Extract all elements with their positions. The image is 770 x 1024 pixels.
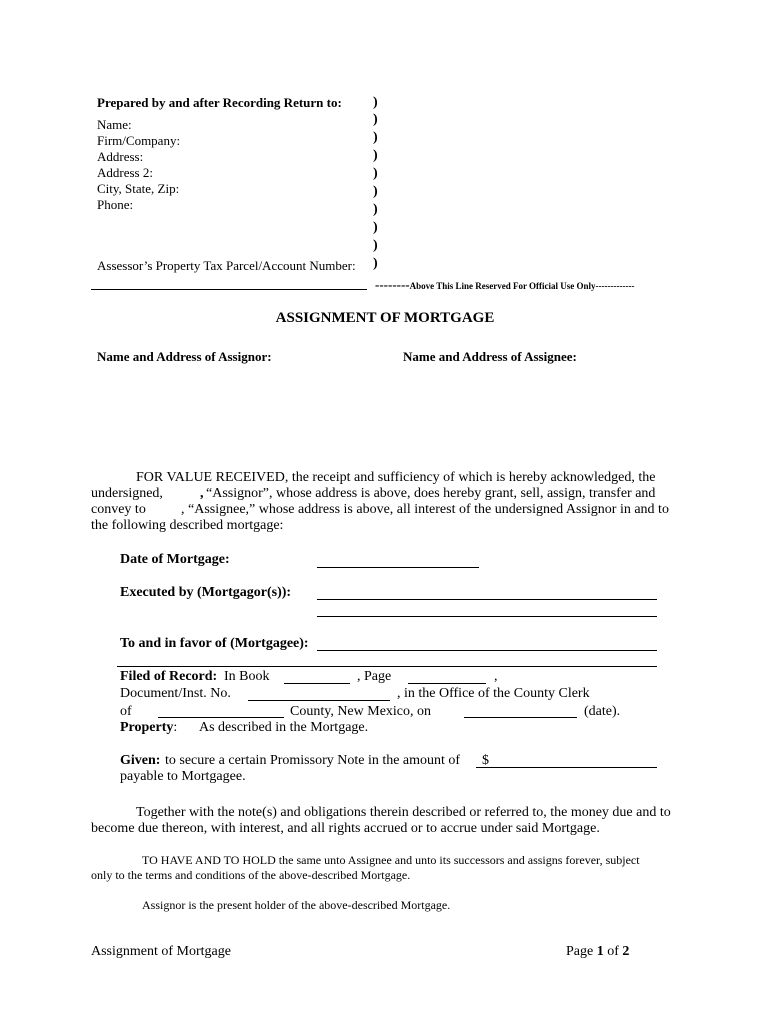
consideration-line-3b: , “Assignee,” whose address is above, all interest of the undersigned Assignor in and to — [181, 502, 669, 517]
document-inst-label: Document/Inst. No. — [120, 686, 231, 701]
county-new-mexico-text: County, New Mexico, on — [290, 704, 432, 719]
paren-mark: ) — [373, 95, 378, 110]
prepared-by-label: Prepared by and after Recording Return to: — [97, 95, 342, 110]
mortgagee-field[interactable] — [317, 650, 657, 651]
property-label: Property — [120, 720, 174, 735]
phone-field-label: Phone: — [97, 197, 134, 212]
habendum-line-2: only to the terms and conditions of the above-described Mortgage. — [91, 868, 411, 882]
consideration-line-2b: “Assignor”, whose address is above, does hereby grant, sell, assign, transfer and — [206, 486, 656, 501]
given-label: Given: — [120, 753, 161, 768]
reserved-line-note — [375, 276, 635, 294]
page-label: , Page — [357, 669, 392, 684]
habendum-line-1: TO HAVE AND TO HOLD the same unto Assignee and unto its successors and assigns forever, subject — [142, 853, 640, 867]
mortgagor-field-2[interactable] — [317, 616, 657, 617]
in-favor-of-label: To and in favor of (Mortgagee): — [120, 636, 309, 651]
county-field[interactable] — [158, 717, 284, 718]
note-amount-field[interactable] — [476, 767, 657, 768]
consideration-comma: , — [200, 486, 204, 501]
reserved-text: Above This Line Reserved For Official Use Only------------- — [409, 281, 635, 291]
page-total: 2 — [622, 944, 630, 959]
assignor-label: Name and Address of Assignor: — [97, 349, 272, 364]
page-word: Page — [566, 944, 594, 959]
page-comma: , — [494, 669, 498, 684]
executed-by-label: Executed by (Mortgagor(s)): — [120, 585, 292, 600]
document-title: ASSIGNMENT OF MORTGAGE — [275, 310, 495, 326]
paren-mark: ) — [373, 112, 378, 127]
in-book-label: In Book — [224, 669, 270, 684]
address2-field-label: Address 2: — [97, 165, 153, 180]
mortgagee-field-2[interactable] — [117, 666, 657, 667]
date-of-mortgage-label: Date of Mortgage: — [120, 552, 230, 567]
recording-date-field[interactable] — [464, 717, 577, 718]
page-number: 1 — [596, 944, 604, 959]
together-line-2: become due thereon, with interest, and all rights accrued or to accrue under said Mortgage. — [91, 821, 600, 836]
county-clerk-text: , in the Office of the County Clerk — [397, 686, 590, 701]
property-colon: : — [173, 720, 178, 735]
dollar-sign: $ — [482, 753, 489, 768]
date-suffix: (date). — [584, 704, 621, 719]
parcel-number-label: Assessor’s Property Tax Parcel/Account Number: — [97, 258, 356, 273]
paren-mark: ) — [373, 256, 378, 271]
payable-text: payable to Mortgagee. — [120, 769, 246, 784]
property-row — [120, 720, 177, 736]
mortgagor-field-1[interactable] — [317, 599, 657, 600]
given-text: to secure a certain Promissory Note in the amount of — [165, 753, 461, 768]
of-label: of — [120, 704, 132, 719]
consideration-line-1: FOR VALUE RECEIVED, the receipt and sufficiency of which is hereby acknowledged, the — [136, 470, 656, 485]
paren-mark: ) — [373, 130, 378, 145]
consideration-line-3a: convey to — [91, 502, 146, 517]
page-indicator — [566, 944, 629, 960]
name-field-label: Name: — [97, 117, 132, 132]
paren-mark: ) — [373, 148, 378, 163]
paren-mark: ) — [373, 202, 378, 217]
page-field[interactable] — [408, 683, 486, 684]
consideration-line-2a: undersigned, — [91, 486, 163, 501]
footer-title: Assignment of Mortgage — [91, 944, 231, 959]
consideration-line-4: the following described mortgage: — [91, 518, 284, 533]
document-inst-field[interactable] — [248, 700, 390, 701]
city-field-label: City, State, Zip: — [97, 181, 180, 196]
paren-mark: ) — [373, 220, 378, 235]
assignee-label: Name and Address of Assignee: — [403, 349, 577, 364]
paren-mark: ) — [373, 238, 378, 253]
property-value: As described in the Mortgage. — [199, 720, 369, 735]
address-field-label: Address: — [97, 149, 144, 164]
paren-mark: ) — [373, 184, 378, 199]
together-line-1: Together with the note(s) and obligations therein described or referred to, the money due and to — [136, 805, 671, 820]
of-word: of — [607, 944, 619, 959]
holder-statement: Assignor is the present holder of the above-described Mortgage. — [142, 898, 451, 912]
date-of-mortgage-field[interactable] — [317, 567, 479, 568]
parcel-number-line — [91, 289, 367, 290]
book-field[interactable] — [284, 683, 350, 684]
firm-field-label: Firm/Company: — [97, 133, 181, 148]
filed-of-record-label: Filed of Record: — [120, 669, 218, 684]
reserved-dashes: -------- — [375, 277, 410, 292]
paren-mark: ) — [373, 166, 378, 181]
